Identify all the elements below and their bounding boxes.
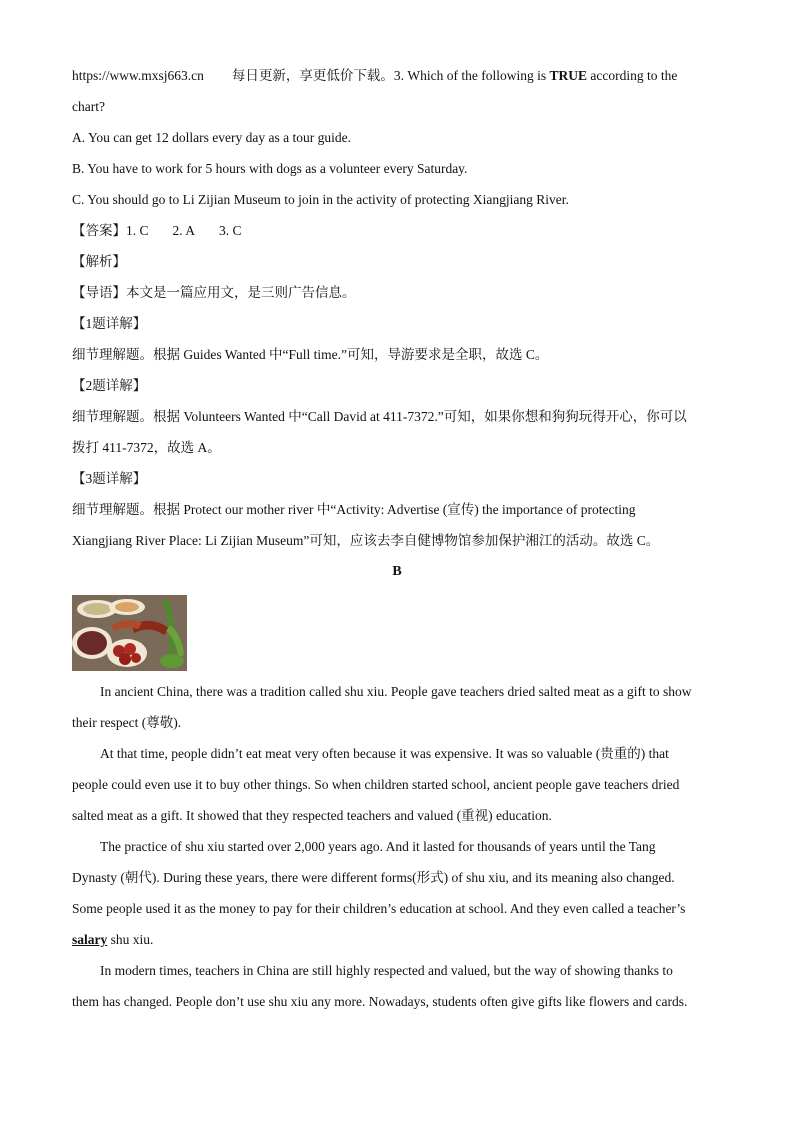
q3-label: 【3题详解】 [72,471,147,486]
document-top [72,60,722,587]
option-c: C. You should go to Li Zijian Museum to join in the activity of protecting Xiangjiang River. [72,192,569,207]
food-photo-illustration [72,595,187,671]
passage-p1-line-1: In ancient China, there was a tradition called shu xiu. People gave teachers dried salted meat as a gift to show [100,684,692,699]
answer-3: 3. C [219,223,242,238]
source-url[interactable]: https://www.mxsj663.cn [72,68,204,83]
q2-text-2: 拨打 411-7372，故选 A。 [72,440,221,455]
q1-label: 【1题详解】 [72,316,147,331]
passage-p2-line-2: people could even use it to buy other things. So when children started school, ancient people gave teachers dried [72,777,680,792]
passage-p3-line-1: The practice of shu xiu started over 2,000 years ago. And it lasted for thousands of years until the Tang [100,839,656,854]
food-photo [72,595,187,671]
q1-text: 细节理解题。根据 Guides Wanted 中“Full time.”可知，导游要求是全职，故选 C。 [72,347,549,362]
analysis-label: 【解析】 [72,254,126,269]
passage-p2-line-3: salted meat as a gift. It showed that they respected teachers and valued (重视) education. [72,808,552,823]
question-3-suffix: according to the [587,68,678,83]
passage-p3-line-2: Dynasty (朝代). During these years, there were different forms(形式) of shu xiu, and its meaning also changed. [72,870,675,885]
passage-p4-line-1: In modern times, teachers in China are still highly respected and valued, but the way of showing thanks to [100,963,673,978]
q2-label: 【2题详解】 [72,378,147,393]
passage-p3-line-3: Some people used it as the money to pay for their children’s education at school. And they even called a teacher’s [72,901,686,916]
question-3-bold: TRUE [549,68,588,83]
passage-p1-line-2: their respect (尊敬). [72,715,182,730]
passage-p2-line-1: At that time, people didn’t eat meat very often because it was expensive. It was so valuable (贵重的) that [100,746,669,761]
passage-b [72,676,722,1017]
answer-line [72,215,722,246]
underlined-word-salary: salary [72,932,108,947]
promo-text: 每日更新，享更低价下载。 [231,68,394,83]
q3-text-1: 细节理解题。根据 Protect our mother river 中“Activity: Advertise (宣传) the importance of protecting [72,502,636,517]
answer-2: 2. A [172,223,196,238]
option-b: B. You have to work for 5 hours with dogs as a volunteer every Saturday. [72,161,468,176]
header-line [72,60,722,91]
answer-label: 【答案】 [72,223,126,238]
passage-p3-line-4 [72,924,722,955]
guide-text: 【导语】本文是一篇应用文，是三则广告信息。 [72,285,356,300]
question-3-prefix: 3. Which of the following is [393,68,550,83]
q3-text-2: Xiangjiang River Place: Li Zijian Museum”可知，应该去李自健博物馆参加保护湘江的活动。故选 C。 [72,533,660,548]
q2-text-1: 细节理解题。根据 Volunteers Wanted 中“Call David at 411-7372.”可知，如果你想和狗狗玩得开心，你可以 [72,409,687,424]
question-3-continuation: chart? [72,99,105,114]
option-a: A. You can get 12 dollars every day as a tour guide. [72,130,351,145]
passage-p3-line-4-rest: shu xiu. [107,932,154,947]
passage-p4-line-2: them has changed. People don’t use shu xiu any more. Nowadays, students often give gifts like flowers and cards. [72,994,688,1009]
answer-1: 1. C [126,223,149,238]
section-b-heading: B [392,564,402,579]
